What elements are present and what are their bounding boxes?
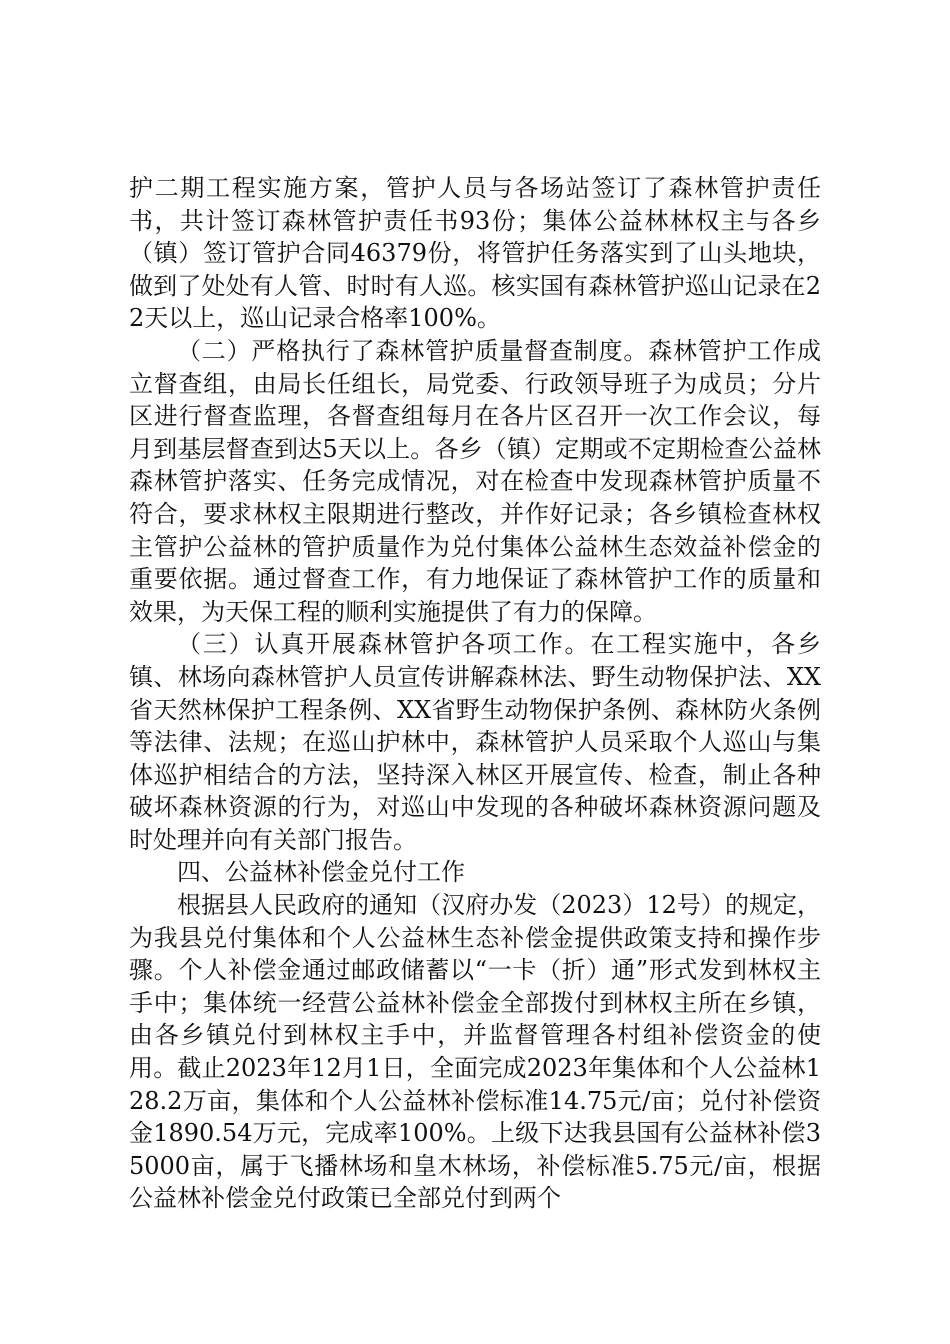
paragraph-management-contracts: 护二期工程实施方案，管护人员与各场站签订了森林管护责任书，共计签订森林管护责任书93份；集体公益林林权主与各乡（镇）签订管护合同46379份，将管护任务落实到了山头地块，做到了处处有人管、时时有人巡。核实国有森林管护巡山记录在22天以上，巡山记录合格率100%。 [129, 174, 821, 333]
paragraph-compensation-payment: 根据县人民政府的通知（汉府办发（2023）12号）的规定，为我县兑付集体和个人公益林生态补偿金提供政策支持和操作步骤。个人补偿金通过邮政储蓄以“一卡（折）通”形式发到林权主手中；集体统一经营公益林补偿金全部拨付到林权主所在乡镇，由各乡镇兑付到林权主手中，并监督管理各村组补偿资金的使用。截止2023年12月1日，全面完成2023年集体和个人公益林128.2万亩，集体和个人公益林补偿标准14.75元/亩；兑付补偿资金1890.54万元，完成率100%。上级下达我县国有公益林补偿35000亩，属于飞播林场和皇木林场，补偿标准5.75元/亩，根据公益林补偿金兑付政策已全部兑付到两个 [129, 891, 821, 1213]
paragraph-quality-supervision: （二）严格执行了森林管护质量督查制度。森林管护工作成立督查组，由局长任组长，局党委、行政领导班子为成员；分片区进行督查监理，各督查组每月在各片区召开一次工作会议，每月到基层督查到达5天以上。各乡（镇）定期或不定期检查公益林森林管护落实、任务完成情况，对在检查中发现森林管护质量不符合，要求林权主限期进行整改，并作好记录；各乡镇检查林权主管护公益林的管护质量作为兑付集体公益林生态效益补偿金的重要依据。通过督查工作，有力地保证了森林管护工作的质量和效果，为天保工程的顺利实施提供了有力的保障。 [129, 336, 821, 626]
document-body [129, 172, 821, 1215]
paragraph-management-work: （三）认真开展森林管护各项工作。在工程实施中，各乡镇、林场向森林管护人员宣传讲解森林法、野生动物保护法、XX省天然林保护工程条例、XX省野生动物保护条例、森林防火条例等法律、法规；在巡山护林中，森林管护人员采取个人巡山与集体巡护相结合的方法，坚持深入林区开展宣传、检查，制止各种破坏森林资源的行为，对巡山中发现的各种破坏森林资源问题及时处理并向有关部门报告。 [129, 630, 821, 854]
section-heading-compensation: 四、公益林补偿金兑付工作 [177, 858, 465, 887]
